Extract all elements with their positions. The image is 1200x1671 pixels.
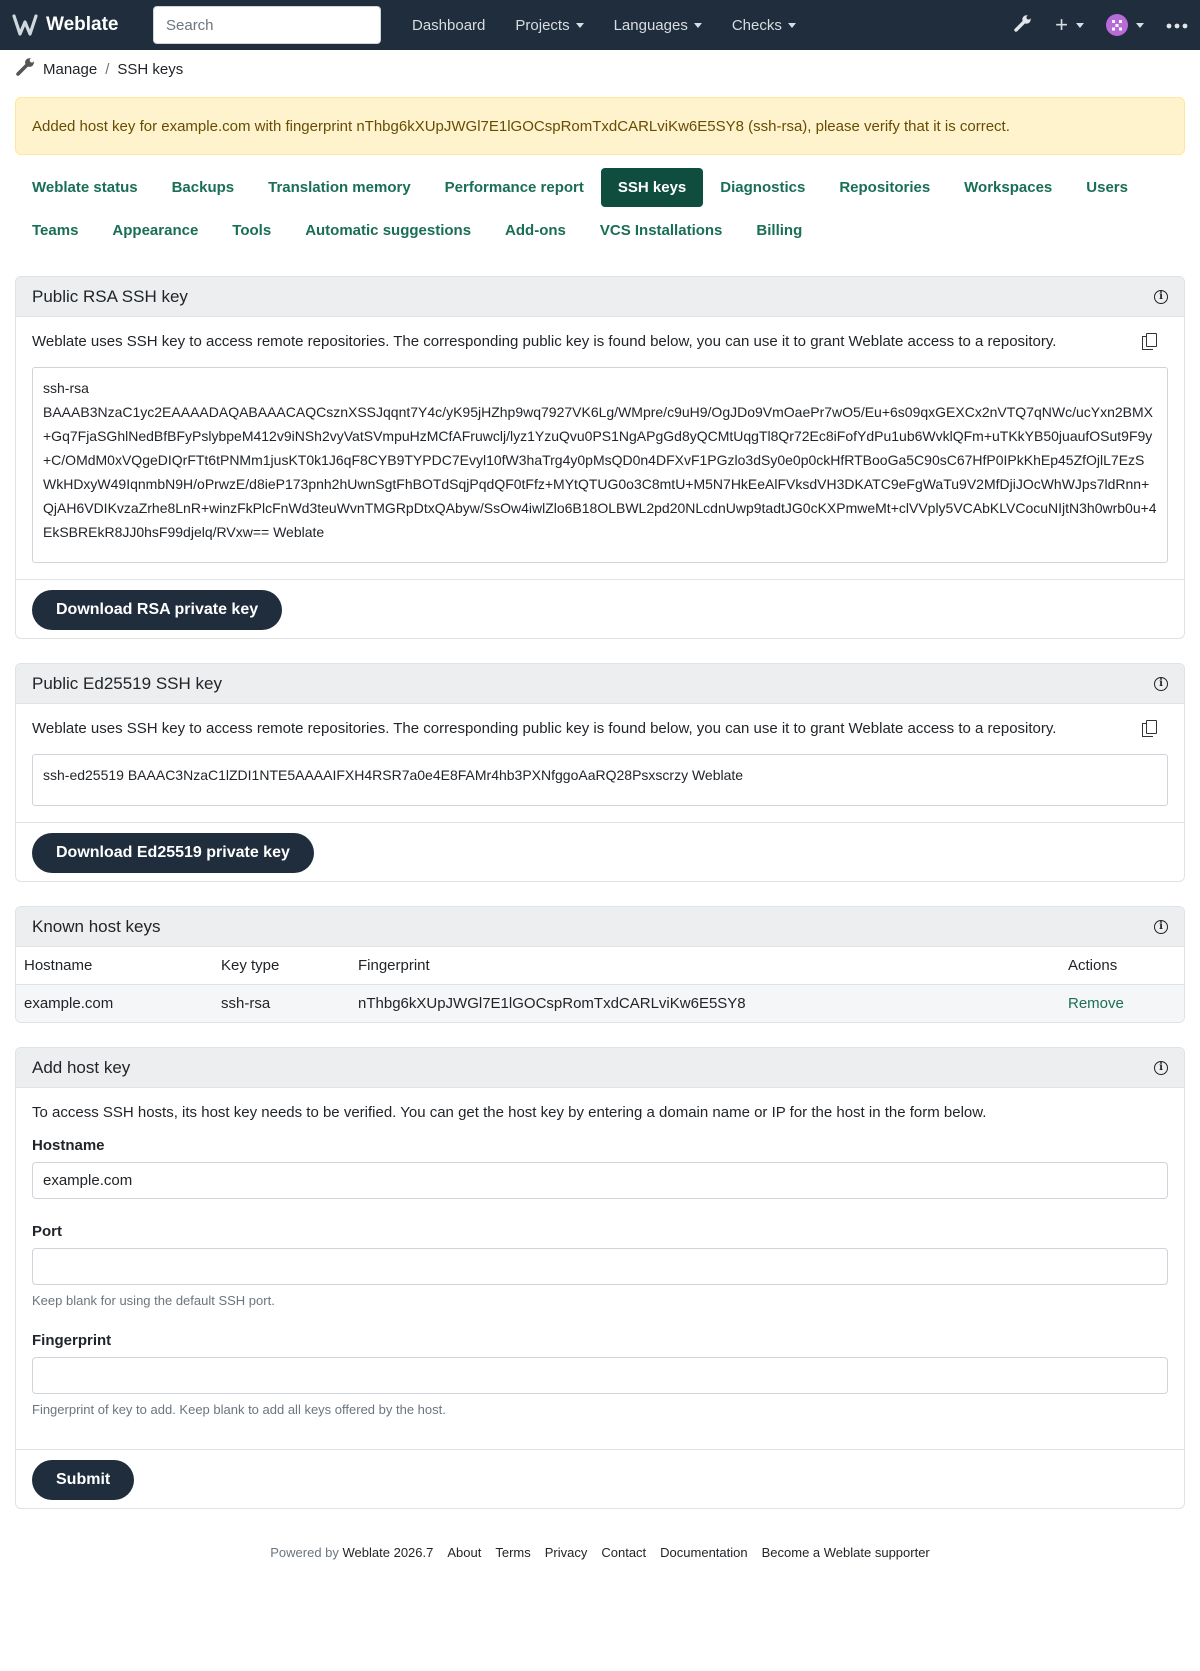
- tab-backups[interactable]: Backups: [171, 179, 235, 196]
- nav-checks[interactable]: Checks: [717, 17, 811, 34]
- port-input[interactable]: [32, 1248, 1168, 1285]
- brand-name: Weblate: [46, 14, 119, 35]
- footer-supporter-link[interactable]: Become a Weblate supporter: [761, 1545, 930, 1560]
- card-body: [16, 704, 1184, 822]
- description-row: [32, 333, 1168, 351]
- card-description: Weblate uses SSH key to access remote repositories. The corresponding public key is found below, you can use it to grant Weblate access to a repository.: [32, 333, 1057, 350]
- host-key-alert: [15, 97, 1185, 155]
- tab-users[interactable]: Users: [1086, 179, 1128, 196]
- chevron-down-icon: [788, 23, 796, 28]
- cell-fingerprint: nThbg6kXUpJWGl7E1lGOCspRomTxdCARLviKw6E5SY8: [350, 985, 1060, 1023]
- info-icon[interactable]: i: [1154, 290, 1168, 304]
- table-row: [16, 985, 1184, 1023]
- plus-icon: +: [1055, 12, 1068, 37]
- ed25519-public-key[interactable]: [32, 754, 1168, 806]
- chevron-down-icon: [1076, 23, 1084, 28]
- card-description: Weblate uses SSH key to access remote repositories. The corresponding public key is found below, you can use it to grant Weblate access to a repository.: [32, 720, 1057, 737]
- brand[interactable]: [12, 14, 153, 36]
- tab-diagnostics[interactable]: Diagnostics: [720, 179, 806, 196]
- info-icon[interactable]: i: [1154, 920, 1168, 934]
- download-rsa-key-button[interactable]: Download RSA private key: [32, 590, 282, 630]
- weblate-logo-icon: [12, 14, 38, 36]
- card-header: [16, 664, 1184, 704]
- card-header: [16, 277, 1184, 317]
- tab-ssh-keys[interactable]: SSH keys: [601, 168, 703, 207]
- tab-billing[interactable]: Billing: [756, 222, 803, 239]
- submit-button[interactable]: Submit: [32, 1460, 134, 1500]
- tab-workspaces[interactable]: Workspaces: [964, 179, 1053, 196]
- rsa-public-key[interactable]: [32, 367, 1168, 563]
- cell-actions: [1060, 985, 1184, 1023]
- card-body: [16, 1088, 1184, 1449]
- info-icon[interactable]: i: [1154, 677, 1168, 691]
- tab-weblate-status[interactable]: Weblate status: [32, 179, 138, 196]
- rsa-key-card: [15, 276, 1185, 639]
- more-button[interactable]: [1166, 16, 1188, 34]
- copy-icon[interactable]: [1142, 333, 1158, 351]
- tab-repositories[interactable]: Repositories: [839, 179, 931, 196]
- footer-version-link[interactable]: Weblate 2026.7: [342, 1545, 434, 1560]
- key-data: BAAAB3NzaC1yc2EAAAADAQABAAACAQCsznXSSJqqnt7Y4c/yK95jHZhp9wq7927VK6Lg/WMpre/c9uH9/OgJDo9VmOaePr7wO5/Eu+6s09qxGEXCx2nVTQ7qNWc/ucYxn2BMX+Gq7FjaSGhlNedBfBFyPslybpeM412v9iNSh2vyVatSVmpuHzMCfAFruwclj/lyz1YzuQvu0PS1NgAPgGd8yQCMtUqgTl8Qr72Ec8iFofYdPu1ub6WvklQFm+uTKkYB50juaufOSut9F9y+C/OMdM0xVQgeDIQrFTt6tPNMm1jusKT0k1J6qF8CYB9TYPDC7Evyl10fW3haTrg4y0pMsQD0n4DFXvF1PGzlo3dSy0e0p0ckHfRTBooGa5C90sC67HfP0IPkKhEp45ZfOjlL7EzSWkHDxyW49IqnmbN9H/oPrwzE/d8ieP173pnh2hUwnSgtFhBOTdSqjPqdQF0tFfz+MYtQTUG0o3C8mtU+M5N7HkEeAlFVksdVH3DKATC9eFgWaTu9V2MfDjiJOcWhWJps7ldRnn+QjAH6VDIKvzaZrhe8LnR+winzFkPlcFnWd3teuWvnTMGRpDtxQAbyw/SsOw4iwlZlo6B18OLBWL2pd20NLcdnUwp9tadtJG0cKXPmweMt+clVVply5VCAbKLVCocuNIjtN3h0wrb0u+4EkSBREkR8JJ0hsF99djelq/RVxw== Weblate: [43, 404, 1157, 540]
- column-fingerprint: Fingerprint: [350, 947, 1060, 985]
- breadcrumb: [0, 50, 1200, 88]
- breadcrumb-manage[interactable]: Manage: [43, 60, 98, 78]
- main-nav: [397, 17, 811, 34]
- hostname-input[interactable]: [32, 1162, 1168, 1199]
- avatar: [1106, 14, 1128, 36]
- card-title: Public Ed25519 SSH key: [32, 673, 222, 693]
- wrench-icon: [15, 57, 37, 81]
- footer-documentation-link[interactable]: Documentation: [660, 1545, 748, 1560]
- column-hostname: Hostname: [16, 947, 213, 985]
- card-footer: [16, 579, 1184, 638]
- tab-teams[interactable]: Teams: [32, 222, 79, 239]
- card-title: Public RSA SSH key: [32, 286, 188, 306]
- card-body: [16, 317, 1184, 579]
- search-input[interactable]: [153, 6, 381, 44]
- nav-projects[interactable]: Projects: [500, 17, 598, 34]
- nav-languages[interactable]: Languages: [599, 17, 717, 34]
- card-title: Known host keys: [32, 916, 161, 936]
- tab-appearance[interactable]: Appearance: [112, 222, 199, 239]
- known-hosts-table: [16, 947, 1184, 1022]
- powered-by-label: Powered by: [270, 1545, 339, 1560]
- alert-message: Added host key for example.com with fingerprint nThbg6kXUpJWGl7E1lGOCspRomTxdCARLviKw6E5SY8 (ssh-rsa), please verify that it is correct.: [32, 117, 1010, 135]
- card-header: [16, 1048, 1184, 1088]
- page-footer: [0, 1545, 1200, 1560]
- column-key-type: Key type: [213, 947, 350, 985]
- chevron-down-icon: [576, 23, 584, 28]
- cell-hostname: example.com: [16, 985, 213, 1023]
- port-label: Port: [32, 1223, 62, 1240]
- breadcrumb-current[interactable]: SSH keys: [117, 60, 184, 78]
- tab-translation-memory[interactable]: Translation memory: [268, 179, 411, 196]
- tab-add-ons[interactable]: Add-ons: [505, 222, 566, 239]
- user-menu-button[interactable]: [1106, 14, 1144, 36]
- card-title: Add host key: [32, 1057, 131, 1077]
- tab-tools[interactable]: Tools: [232, 222, 272, 239]
- more-icon: [1166, 16, 1188, 34]
- card-header: [16, 907, 1184, 947]
- wrench-icon: [1013, 13, 1033, 38]
- info-icon[interactable]: i: [1154, 1061, 1168, 1075]
- key-data: ssh-ed25519 BAAAC3NzaC1lZDI1NTE5AAAAIFXH4RSR7a0e4E8FAMr4hb3PXNfggoAaRQ28Psxscrzy Weblate: [43, 767, 744, 783]
- breadcrumb-separator: /: [105, 60, 110, 78]
- cell-key-type: ssh-rsa: [213, 985, 350, 1023]
- add-host-description: To access SSH hosts, its host key needs to be verified. You can get the host key by entering a domain name or IP for the host in the form below.: [32, 1104, 987, 1121]
- key-type-line: ssh-rsa: [43, 380, 89, 396]
- fingerprint-help: Fingerprint of key to add. Keep blank to add all keys offered by the host.: [32, 1402, 446, 1417]
- fingerprint-input[interactable]: [32, 1357, 1168, 1394]
- tab-vcs-installations[interactable]: VCS Installations: [599, 222, 723, 239]
- footer-privacy-link[interactable]: Privacy: [544, 1545, 588, 1560]
- table-header-row: [16, 947, 1184, 985]
- tab-automatic-suggestions[interactable]: Automatic suggestions: [305, 222, 472, 239]
- footer-contact-link[interactable]: Contact: [601, 1545, 647, 1560]
- fingerprint-label: Fingerprint: [32, 1332, 112, 1349]
- tab-performance-report[interactable]: Performance report: [444, 179, 584, 196]
- remove-host-link[interactable]: Remove: [1068, 995, 1124, 1012]
- footer-terms-link[interactable]: Terms: [495, 1545, 531, 1560]
- manage-tabs: [15, 168, 1185, 250]
- download-ed25519-key-button[interactable]: Download Ed25519 private key: [32, 833, 314, 873]
- chevron-down-icon: [694, 23, 702, 28]
- known-hosts-card: [15, 906, 1185, 1023]
- footer-about-link[interactable]: About: [447, 1545, 482, 1560]
- nav-right: [1013, 13, 1188, 38]
- copy-icon[interactable]: [1142, 720, 1158, 738]
- top-navbar: [0, 0, 1200, 50]
- nav-dashboard[interactable]: Dashboard: [412, 16, 486, 34]
- manage-wrench-button[interactable]: [1013, 13, 1033, 38]
- ed25519-key-card: [15, 663, 1185, 882]
- hostname-label: Hostname: [32, 1137, 105, 1154]
- add-menu-button[interactable]: [1055, 14, 1084, 36]
- add-host-key-card: [15, 1047, 1185, 1509]
- column-actions: Actions: [1060, 947, 1184, 985]
- card-footer: [16, 822, 1184, 881]
- port-help: Keep blank for using the default SSH port.: [32, 1293, 275, 1308]
- description-row: [32, 720, 1168, 738]
- card-footer: [16, 1449, 1184, 1508]
- chevron-down-icon: [1136, 23, 1144, 28]
